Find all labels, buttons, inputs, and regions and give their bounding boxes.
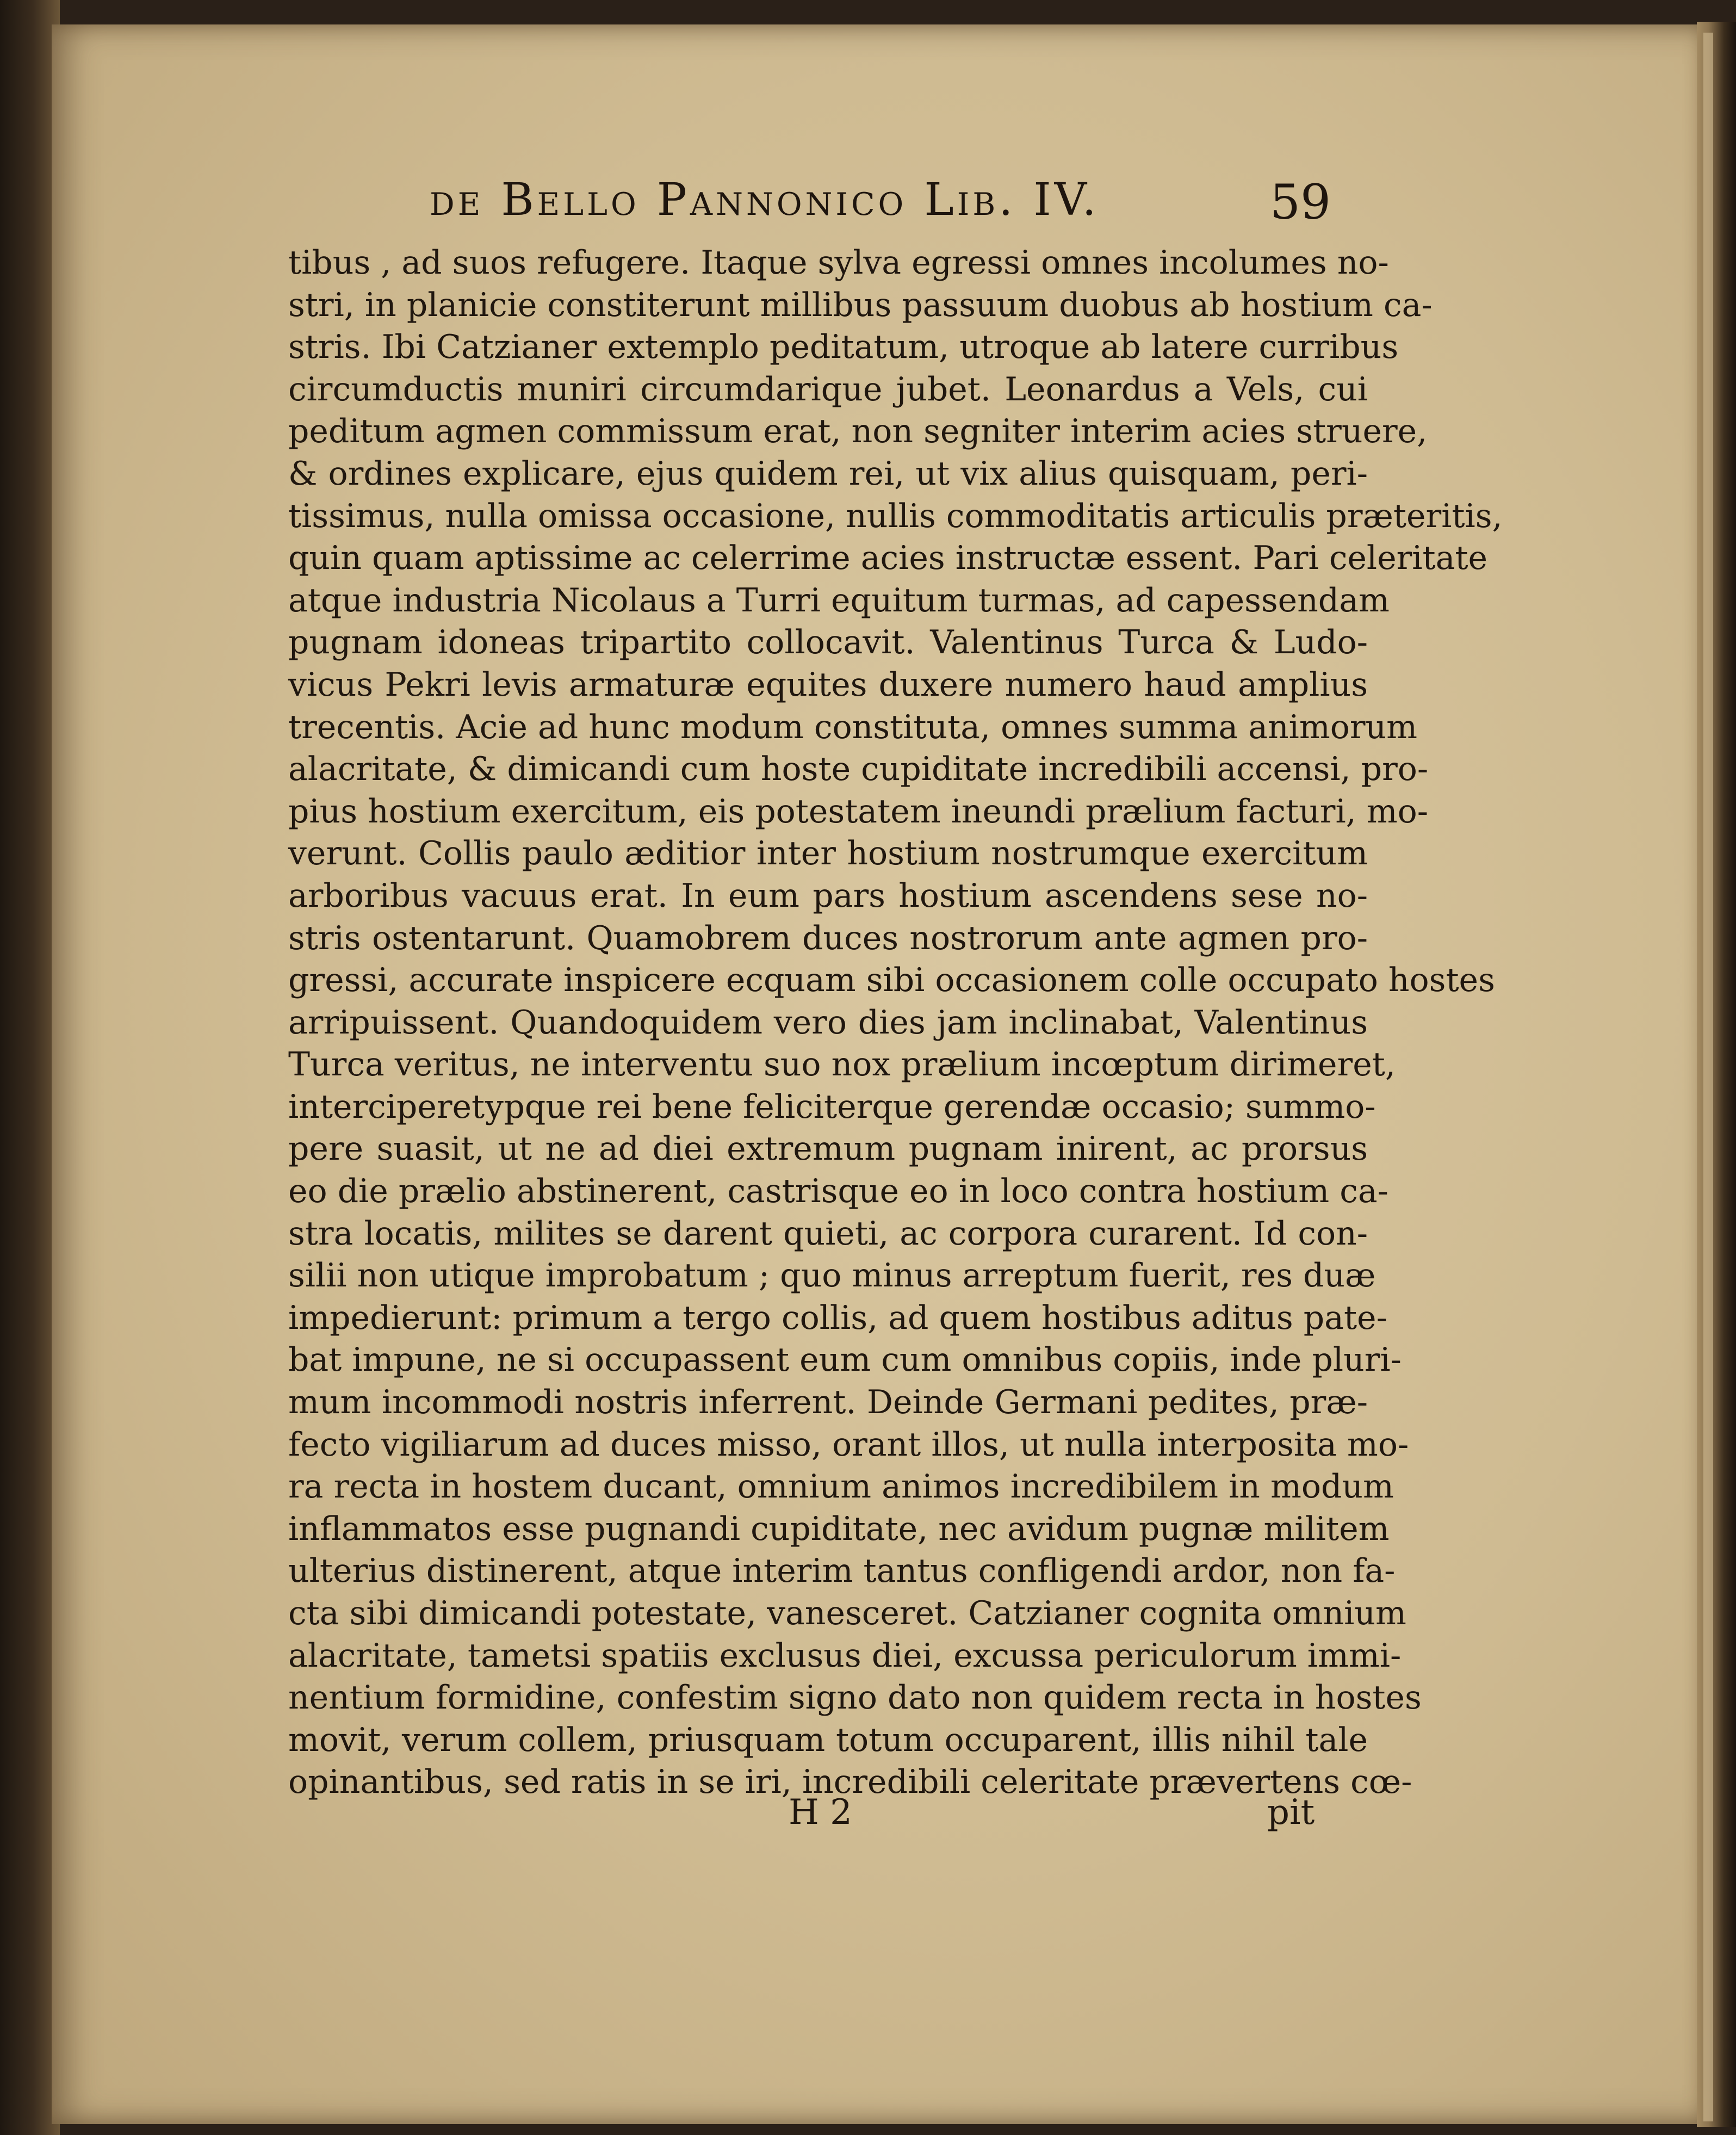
text-line: circumductis muniri circumdarique jubet. Leonardus a Vels, cui	[288, 370, 1368, 409]
text-line: silii non utique improbatum ; quo minus arreptum fuerit, res duæ	[288, 1257, 1376, 1295]
text-line: opinantibus, sed ratis in se iri, incredibili celeritate prævertens cœ-	[288, 1763, 1412, 1802]
text-line: stra locatis, milites se darent quieti, ac corpora curarent. Id con-	[288, 1214, 1368, 1253]
text-line: mum incommodi nostris inferrent. Deinde Germani pedites, præ-	[288, 1383, 1368, 1422]
page-edge-strip	[1703, 33, 1713, 2121]
text-line: arboribus vacuus erat. In eum pars hostium ascendens sese no-	[288, 876, 1368, 915]
text-line: interciperetурque rei bene feliciterque gerendæ occasio; summo-	[288, 1087, 1376, 1126]
book-gutter	[0, 0, 60, 2135]
text-line: Turca veritus, ne interventu suo nox prælium incœptum dirimeret,	[288, 1045, 1396, 1084]
text-line: tissimus, nulla omissa occasione, nullis commoditatis articulis præteritis,	[288, 497, 1503, 535]
text-line: alacritate, tametsi spatiis exclusus diei, excussa periculorum immi-	[288, 1636, 1402, 1675]
text-line: stris ostentarunt. Quamobrem duces nostrorum ante agmen pro-	[288, 919, 1368, 957]
text-line: ra recta in hostem ducant, omnium animos incredibilem in modum	[288, 1468, 1394, 1506]
text-line: pius hostium exercitum, eis potestatem ineundi prælium facturi, mo-	[288, 792, 1429, 831]
catchword: pit	[1267, 1792, 1315, 1833]
page-number: 59	[1270, 174, 1331, 230]
text-line: vicus Pekri levis armaturæ equites duxere numero haud amplius	[288, 665, 1368, 704]
text-line: stri, in planicie constiterunt millibus passuum duobus ab hostium ca-	[288, 286, 1433, 324]
text-line: tibus , ad suos refugere. Itaque sylva egressi omnes incolumes no-	[288, 244, 1389, 282]
text-line: alacritate, & dimicandi cum hoste cupiditate incredibili accensi, pro-	[288, 750, 1429, 789]
text-line: gressi, accurate inspicere ecquam sibi occasionem colle occupato hostes	[288, 961, 1495, 1000]
text-line: verunt. Collis paulo æditior inter hostium nostrumque exercitum	[288, 834, 1368, 873]
text-line: stris. Ibi Catzianer extemplo peditatum, utroque ab latere curribus	[288, 328, 1399, 367]
text-line: nentium formidine, confestim signo dato non quidem recta in hostes	[288, 1679, 1422, 1717]
text-line: ulterius distinerent, atque interim tantus confligendi ardor, non fa-	[288, 1552, 1396, 1591]
running-title: de Bello Pannonico Lib. IV.	[430, 174, 1100, 226]
text-line: peditum agmen commissum erat, non segniter interim acies struere,	[288, 412, 1428, 451]
text-line: bat impune, ne si occupassent eum cum omnibus copiis, inde pluri-	[288, 1341, 1402, 1379]
text-line: pugnam idoneas tripartito collocavit. Valentinus Turca & Ludo-	[288, 623, 1368, 662]
text-line: movit, verum collem, priusquam totum occuparent, illis nihil tale	[288, 1721, 1368, 1759]
text-line: eo die prælio abstinerent, castrisque eo in loco contra hostium ca-	[288, 1172, 1388, 1211]
text-line: pere suasit, ut ne ad diei extremum pugnam inirent, ac prorsus	[288, 1130, 1368, 1168]
page-edge	[1697, 22, 1736, 2127]
page-header	[430, 163, 1331, 239]
text-line: & ordines explicare, ejus quidem rei, ut vix alius quisquam, peri-	[288, 454, 1368, 493]
text-line: inflammatos esse pugnandi cupiditate, nec avidum pugnæ militem	[288, 1509, 1390, 1548]
text-line: atque industria Nicolaus a Turri equitum turmas, ad capessendam	[288, 581, 1390, 620]
text-line: impedierunt: primum a tergo collis, ad quem hostibus aditus pate-	[288, 1298, 1387, 1337]
text-line: fecto vigiliarum ad duces misso, orant illos, ut nulla interposita mo-	[288, 1425, 1409, 1464]
text-line: quin quam aptissime ac celerrime acies instructæ essent. Pari celeritate	[288, 539, 1487, 578]
text-line: arripuissent. Quandoquidem vero dies jam inclinabat, Valentinus	[288, 1003, 1368, 1042]
body-text	[288, 242, 1503, 1804]
text-line: cta sibi dimicandi potestate, vanesceret. Catzianer cognita omnium	[288, 1594, 1406, 1632]
text-line: trecentis. Acie ad hunc modum constituta, omnes summa animorum	[288, 708, 1418, 746]
signature-mark: H 2	[789, 1792, 852, 1833]
